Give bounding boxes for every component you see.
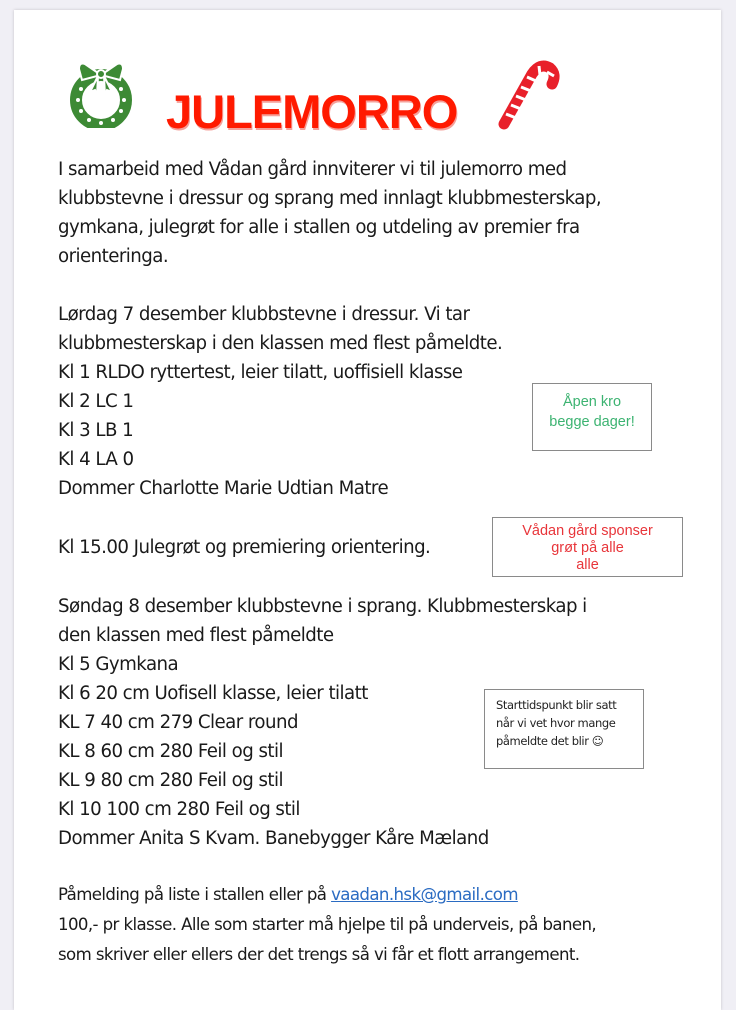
intro-line: gymkana, julegrøt for alle i stallen og utdeling av premier fra — [58, 217, 580, 238]
sponsor-box — [492, 517, 683, 577]
saturday-line: Lørdag 7 desember klubbstevne i dressur. Vi tar — [58, 304, 470, 325]
box-line: påmeldte det blir ☺ — [496, 734, 604, 748]
open-cafe-box — [532, 383, 652, 451]
box-line: Vådan gård sponser — [522, 523, 653, 539]
box-line: begge dager! — [549, 414, 635, 430]
page-title: JULEMORRO — [166, 85, 458, 138]
email-link[interactable]: vaadan.hsk@gmail.com — [331, 885, 518, 904]
sunday-line: Søndag 8 desember klubbstevne i sprang. Klubbmesterskap i — [58, 596, 587, 617]
sunday-line: Dommer Anita S Kvam. Banebygger Kåre Mæland — [58, 828, 489, 849]
saturday-line: Kl 4 LA 0 — [58, 449, 134, 470]
box-line: Åpen kro — [562, 394, 622, 410]
intro-line: klubbstevne i dressur og sprang med innlagt klubbmesterskap, — [58, 188, 602, 209]
box-line: Starttidspunkt blir satt — [496, 698, 617, 712]
intro-line: orienteringa. — [58, 246, 169, 267]
signup-line — [58, 880, 596, 910]
sunday-line: KL 7 40 cm 279 Clear round — [58, 712, 298, 733]
sunday-line: Kl 5 Gymkana — [58, 654, 179, 675]
sunday-line: KL 8 60 cm 280 Feil og stil — [58, 741, 283, 762]
sunday-line: KL 9 80 cm 280 Feil og stil — [58, 770, 283, 791]
box-line: grøt på alle — [551, 540, 624, 556]
saturday-section — [58, 300, 502, 503]
box-line: alle — [576, 557, 599, 573]
sunday-line: den klassen med flest påmeldte — [58, 625, 334, 646]
signup-line: 100,- pr klasse. Alle som starter må hjelpe til på underveis, på banen, — [58, 915, 597, 934]
start-time-box — [484, 689, 644, 769]
saturday-line: Kl 3 LB 1 — [58, 420, 134, 441]
sunday-line: Kl 6 20 cm Uofisell klasse, leier tilatt — [58, 683, 368, 704]
sunday-line: Kl 10 100 cm 280 Feil og stil — [58, 799, 300, 820]
intro-line: I samarbeid med Vådan gård innviterer vi til julemorro med — [58, 159, 567, 180]
saturday-line: Dommer Charlotte Marie Udtian Matre — [58, 478, 389, 499]
box-line: når vi vet hvor mange — [496, 716, 616, 730]
signup-line: som skriver eller ellers der det trengs så vi får et flott arrangement. — [58, 945, 580, 964]
signup-prefix: Påmelding på liste i stallen eller på — [58, 885, 332, 904]
porridge-line: Kl 15.00 Julegrøt og premiering orientering. — [58, 537, 431, 558]
intro-paragraph — [58, 155, 601, 271]
saturday-line: klubbmesterskap i den klassen med flest påmeldte. — [58, 333, 503, 354]
candy-cane-icon — [494, 58, 560, 130]
saturday-line: Kl 2 LC 1 — [58, 391, 134, 412]
wreath-icon — [68, 58, 134, 128]
signup-section — [58, 880, 596, 970]
saturday-line: Kl 1 RLDO ryttertest, leier tilatt, uoffisiell klasse — [58, 362, 463, 383]
